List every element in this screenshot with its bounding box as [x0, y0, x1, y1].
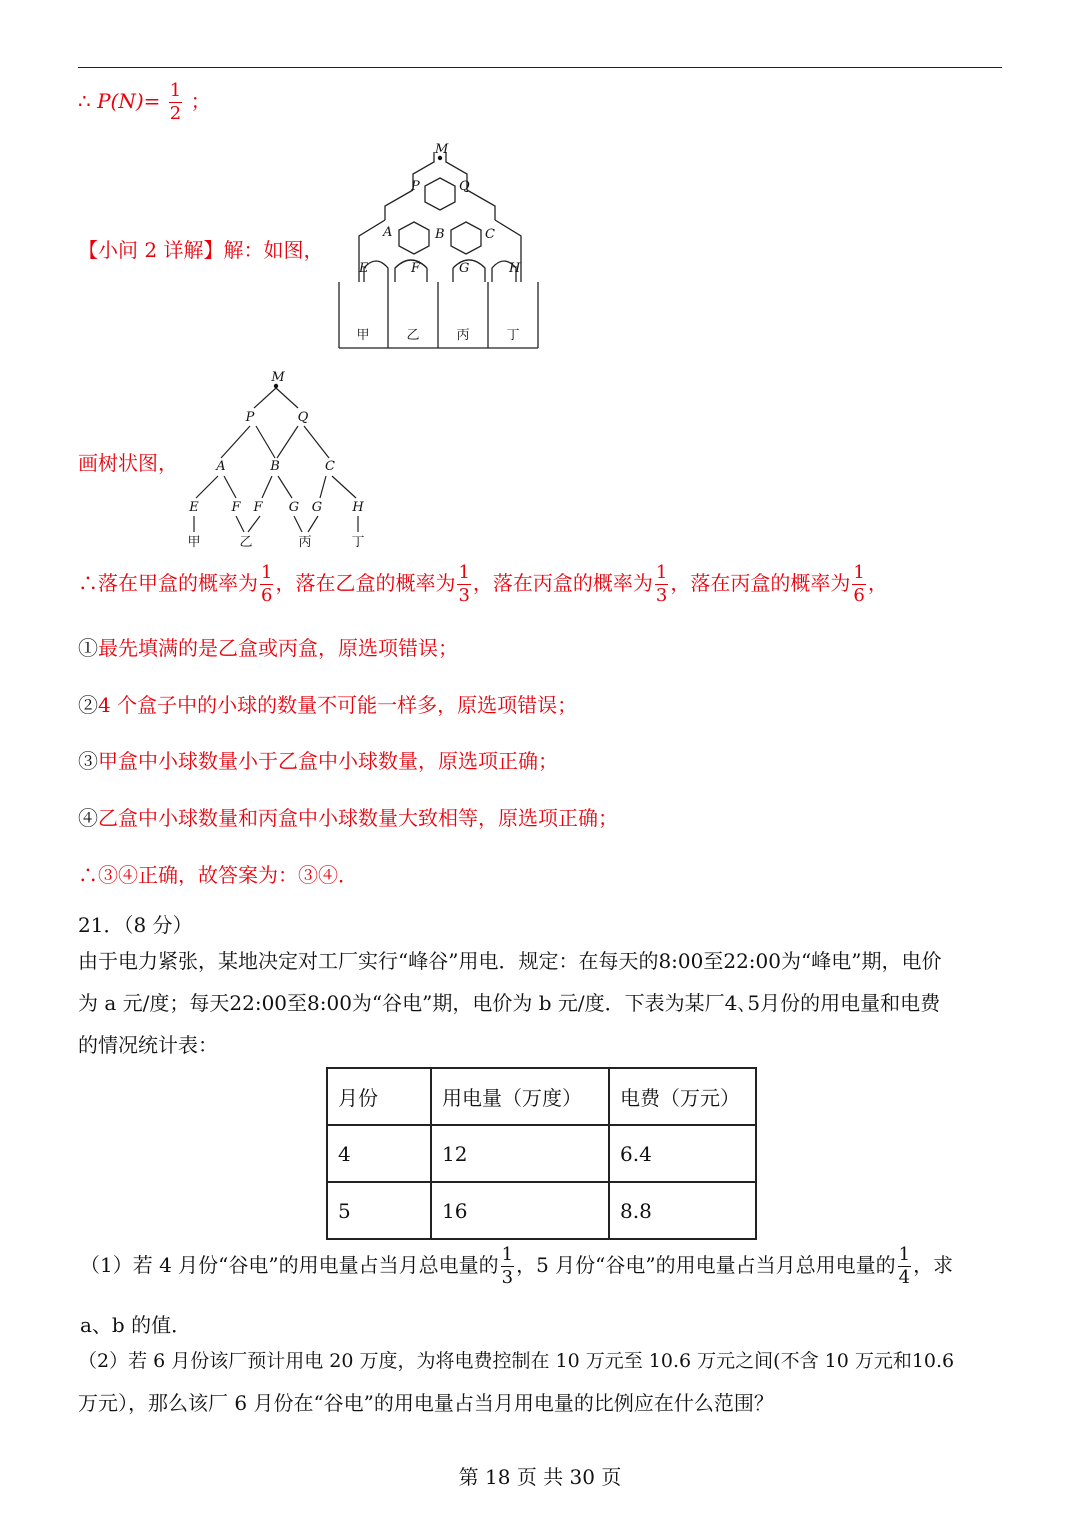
- fraction-bing: $\frac{1}{3}$: [655, 562, 668, 606]
- tree-node-g2: G: [311, 500, 323, 515]
- q21-stem-line1: 由于电力紧张，某地决定对工厂实行“峰谷”用电．规定：在每天的8:00至22:00为“峰电”期，电价: [78, 949, 942, 973]
- tree-leaf-bing: 丙: [298, 535, 312, 550]
- page-footer: 第 18 页 共 30 页: [458, 1465, 622, 1489]
- fraction-one-third: $\frac{1}{3}$: [501, 1244, 514, 1288]
- conclusion-line: ∴③④正确，故答案为：③④．: [78, 863, 358, 887]
- table-row: [327, 1182, 756, 1239]
- board-label-p: P: [411, 179, 420, 194]
- table-cell: 12: [431, 1125, 609, 1182]
- board-label-b: B: [435, 227, 445, 242]
- tree-node-q: Q: [297, 410, 309, 425]
- tree-node-b: B: [270, 459, 280, 474]
- p-n-expression: P(N)=: [97, 89, 161, 113]
- board-label-h: H: [509, 261, 521, 276]
- tree-node-h: H: [352, 500, 364, 515]
- box-label-jia: 甲: [356, 328, 370, 343]
- option-3: ③甲盒中小球数量小于乙盒中小球数量，原选项正确；: [78, 749, 558, 773]
- galton-board-figure: [335, 140, 545, 352]
- tree-leaf-jia: 甲: [187, 535, 201, 550]
- table-cell: 16: [431, 1182, 609, 1239]
- tree-node-f2: F: [253, 500, 263, 515]
- fraction-jia: $\frac{1}{6}$: [261, 562, 273, 606]
- tree-node-a: A: [216, 459, 226, 474]
- board-label-f: F: [411, 261, 421, 276]
- fraction-ding: $\frac{1}{6}$: [853, 562, 865, 606]
- fraction-yi: $\frac{1}{3}$: [458, 562, 470, 606]
- q21-stem-line3: 的情况统计表：: [78, 1033, 218, 1057]
- board-label-c: C: [485, 227, 495, 242]
- board-label-m: M: [435, 142, 449, 157]
- stats-table-wrap: [326, 1067, 757, 1240]
- q21-part2: [78, 1340, 1008, 1424]
- q21-part1: （1）若 4 月份“谷电”的用电量占当月总电量的 $\frac{1}{3}$ ，5 月份“谷电”的用电量占当月总用电量的 $\frac{1}{4}$ ，求: [80, 1244, 954, 1288]
- board-label-a: A: [383, 225, 393, 240]
- q21-part2-line2: 万元），那么该厂 6 月份在“谷电”的用电量占当月用电量的比例应在什么范围？: [78, 1391, 774, 1415]
- tree-node-m: M: [271, 370, 285, 385]
- table-header: 月份: [327, 1068, 431, 1125]
- tree-leaf-ding: 丁: [351, 535, 365, 550]
- line-p-n: ∴ P(N)= $\frac{1}{2}$ ；: [78, 80, 211, 124]
- tree-node-p: P: [245, 410, 255, 425]
- fraction-one-quarter: $\frac{1}{4}$: [898, 1244, 911, 1288]
- table-row: [327, 1125, 756, 1182]
- tree-node-f1: F: [231, 500, 241, 515]
- tree-diagram: [180, 366, 380, 552]
- box-label-bing: 丙: [456, 328, 470, 343]
- sub2-heading: 【小问 2 详解】解：如图，: [78, 238, 324, 262]
- q21-part2-line1: （2）若 6 月份该厂预计用电 20 万度，为将电费控制在 10 万元至 10.6 万元之间(不含 10 万元和10.6: [78, 1350, 955, 1372]
- therefore-symbol: ∴: [78, 89, 91, 113]
- q21-stem: [78, 940, 1008, 1066]
- table-header: 用电量（万度）: [431, 1068, 609, 1125]
- tree-node-e: E: [189, 500, 199, 515]
- table-cell: 8.8: [609, 1182, 756, 1239]
- box-label-yi: 乙: [406, 328, 420, 343]
- table-header: 电费（万元）: [609, 1068, 756, 1125]
- q21-part1-cont: a、b 的值．: [80, 1313, 192, 1337]
- probability-line: ∴落在甲盒的概率为 $\frac{1}{6}$ ，落在乙盒的概率为 $\frac{1}{3}$ ，落在丙盒的概率为 $\frac{1}{3}$ ，落在丙盒的概率为 $\frac{1}{6}$ ，: [78, 562, 888, 606]
- board-label-g: G: [459, 261, 470, 276]
- stats-table: [326, 1067, 757, 1240]
- board-label-e: E: [359, 261, 369, 276]
- table-cell: 5: [327, 1182, 431, 1239]
- fraction-one-half: $\frac{1}{2}$: [169, 80, 182, 124]
- tree-leaf-yi: 乙: [239, 535, 253, 550]
- q21-title: 21．（8 分）: [78, 913, 193, 937]
- tree-label: 画树状图，: [78, 451, 178, 475]
- table-cell: 6.4: [609, 1125, 756, 1182]
- q21-stem-line2: 为 a 元/度；每天22:00至8:00为“谷电”期，电价为 b 元/度．下表为某厂4､5月份的用电量和电费: [78, 991, 941, 1015]
- box-label-ding: 丁: [506, 328, 520, 343]
- table-header-row: [327, 1068, 756, 1125]
- tree-node-g1: G: [288, 500, 300, 515]
- option-1: ①最先填满的是乙盒或丙盒，原选项错误；: [78, 636, 458, 660]
- header-rule: [78, 67, 1002, 68]
- option-2: ②4 个盒子中的小球的数量不可能一样多，原选项错误；: [78, 693, 578, 717]
- tree-node-c: C: [325, 459, 335, 474]
- board-label-q: Q: [459, 179, 470, 194]
- table-cell: 4: [327, 1125, 431, 1182]
- option-4: ④乙盒中小球数量和丙盒中小球数量大致相等，原选项正确；: [78, 806, 618, 830]
